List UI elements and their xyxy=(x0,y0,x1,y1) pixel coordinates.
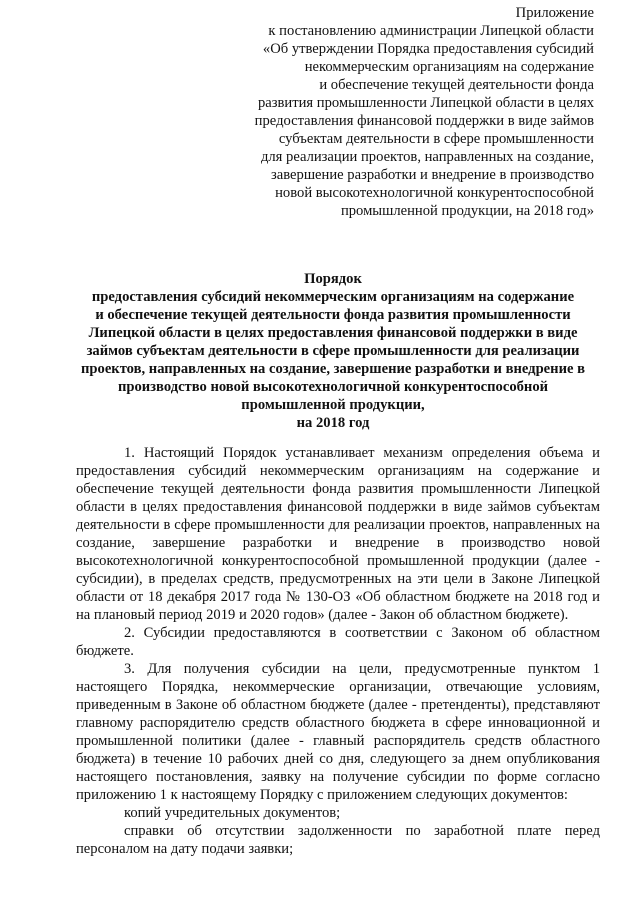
annex-line: и обеспечение текущей деятельности фонда xyxy=(319,77,594,93)
annex-line: промышленной продукции, на 2018 год» xyxy=(340,203,594,219)
paragraph-1: 1. Настоящий Порядок устанавливает механизм определения объема и предоставления субсидий некоммерческим организациям на содержание и обеспечение текущей деятельности фонда развития промышленности Липецкой области в целях предоставления финансовой поддержки в виде займов субъектам деятельности в сфере промышленности для реализации проектов, направленных на создание, завершение разработки и внедрение в производство новой высокотехнологичной конкурентоспособной промышленной продукции (далее - субсидии), в пределах средств, предусмотренных на эти цели в Законе Липецкой области от 18 декабря 2017 года № 130-ОЗ «Об областном бюджете на 2018 год и на плановый период 2019 и 2020 годов» (далее - Закон об областном бюджете). xyxy=(76,445,600,623)
title-line: Порядок xyxy=(304,271,362,287)
annex-line: к постановлению администрации Липецкой области xyxy=(268,23,594,39)
title-line: на 2018 год xyxy=(296,415,370,431)
title-line: предоставления субсидий некоммерческим организациям на содержание xyxy=(91,289,575,305)
annex-line: «Об утверждении Порядка предоставления субсидий xyxy=(262,41,594,57)
annex-line: развития промышленности Липецкой области в целях xyxy=(257,95,594,111)
annex-header xyxy=(214,4,594,220)
list-item: справки об отсутствии задолженности по заработной плате перед персоналом на дату подачи заявки; xyxy=(76,823,600,857)
title-line: Липецкой области в целях предоставления финансовой поддержки в виде xyxy=(88,325,578,341)
annex-line: Приложение xyxy=(515,5,594,21)
title-line: промышленной продукции, xyxy=(241,397,425,413)
annex-line: некоммерческим организациям на содержание xyxy=(304,59,594,75)
document-title xyxy=(70,270,596,432)
list-item: копий учредительных документов; xyxy=(124,805,341,821)
annex-line: завершение разработки и внедрение в производство xyxy=(271,167,594,183)
annex-line: предоставления финансовой поддержки в виде займов xyxy=(254,113,594,129)
annex-line: субъектам деятельности в сфере промышленности xyxy=(278,131,594,147)
paragraph-3: 3. Для получения субсидии на цели, предусмотренные пунктом 1 настоящего Порядка, некоммерческие организации, отвечающие условиям, приведенным в Законе об областном бюджете (далее - претенденты), представляют главному распорядителю средств областного бюджета в сфере инновационной и промышленной политики (далее - главный распорядитель средств областного бюджета) в течение 10 рабочих дней со дня, следующего за днем опубликования настоящего постановления, заявку на получение субсидии по форме согласно приложению 1 к настоящему Порядку с приложением следующих документов: xyxy=(76,661,600,803)
document-body xyxy=(76,444,600,858)
paragraph-2: 2. Субсидии предоставляются в соответствии с Законом об областном бюджете. xyxy=(76,625,600,659)
annex-line: новой высокотехнологичной конкурентоспособной xyxy=(275,185,594,201)
title-line: займов субъектам деятельности в сфере промышленности для реализации xyxy=(86,343,580,359)
title-line: и обеспечение текущей деятельности фонда развития промышленности xyxy=(95,307,571,323)
title-line: проектов, направленных на создание, завершение разработки и внедрение в xyxy=(81,361,585,377)
annex-line: для реализации проектов, направленных на создание, xyxy=(260,149,594,165)
title-line: производство новой высокотехнологичной конкурентоспособной xyxy=(117,379,549,395)
